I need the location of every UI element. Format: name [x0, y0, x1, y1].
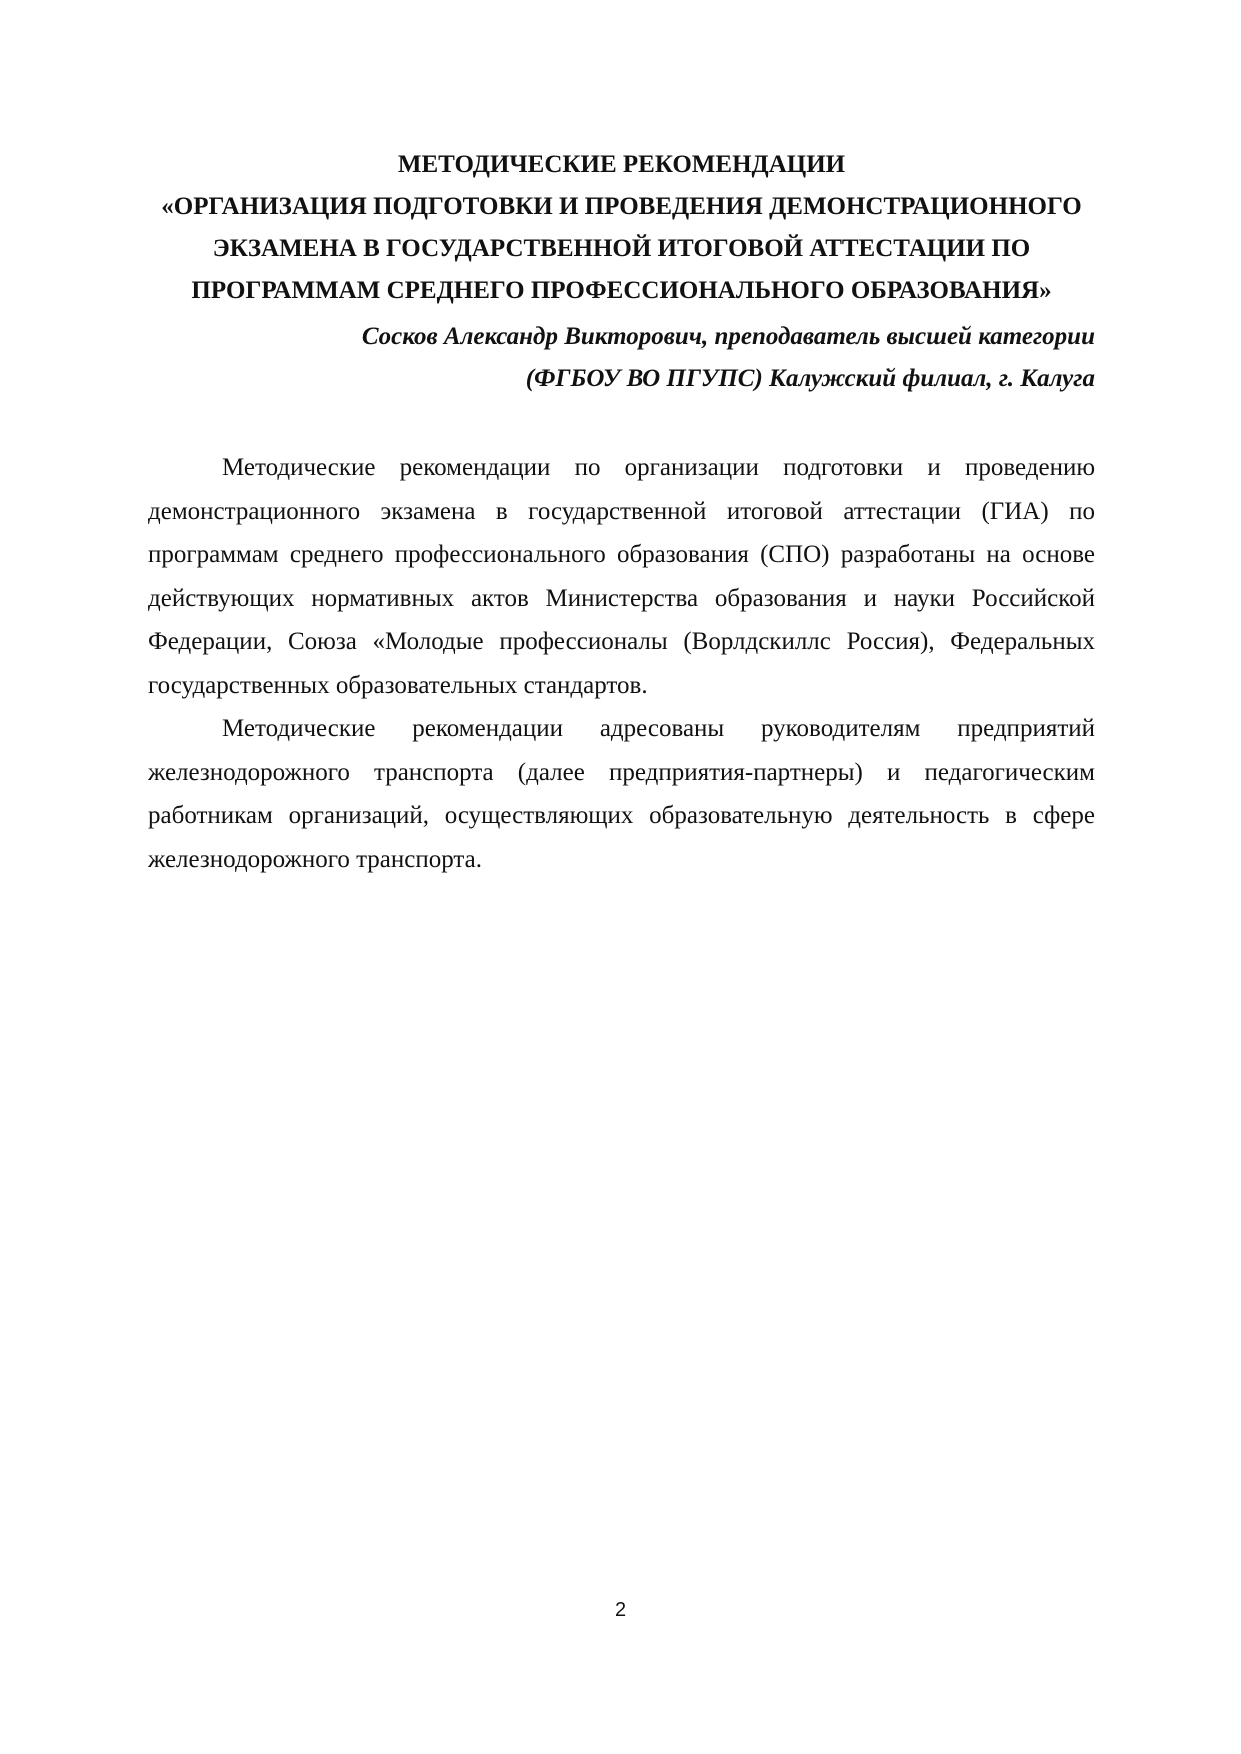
title-line: «ОРГАНИЗАЦИЯ ПОДГОТОВКИ И ПРОВЕДЕНИЯ ДЕМОНСТРАЦИОННОГО [161, 193, 1082, 220]
document-body [148, 446, 1095, 881]
body-paragraph: Методические рекомендации адресованы руководителям предприятий железнодорожного транспорта (далее предприятия-партнеры) и педагогическим работникам организаций, осуществляющих образовательную деятельность в сфере железнодорожного транспорта. [148, 715, 1095, 873]
page-number: 2 [614, 1599, 627, 1621]
body-paragraph: Методические рекомендации по организации подготовки и проведению демонстрационного экзамена в государственной итоговой аттестации (ГИА) по программам среднего профессионального образования (СПО) разработаны на основе действующих нормативных актов Министерства образования и науки Российской Федерации, Союза «Молодые профессионалы (Ворлдскиллс Россия), Федеральных государственных образовательных стандартов. [148, 454, 1095, 699]
title-line: МЕТОДИЧЕСКИЕ РЕКОМЕНДАЦИИ [397, 151, 846, 178]
author-info [148, 316, 1095, 400]
author-name-line: Сосков Александр Викторович, преподаватель высшей категории [361, 323, 1095, 350]
author-affiliation-line: (ФГБОУ ВО ПГУПС) Калужский филиал, г. Калуга [525, 365, 1095, 392]
document-title [148, 144, 1095, 312]
title-line: ПРОГРАММАМ СРЕДНЕГО ПРОФЕССИОНАЛЬНОГО ОБРАЗОВАНИЯ» [191, 277, 1052, 304]
title-line: ЭКЗАМЕНА В ГОСУДАРСТВЕННОЙ ИТОГОВОЙ АТТЕСТАЦИИ ПО [212, 235, 1031, 262]
